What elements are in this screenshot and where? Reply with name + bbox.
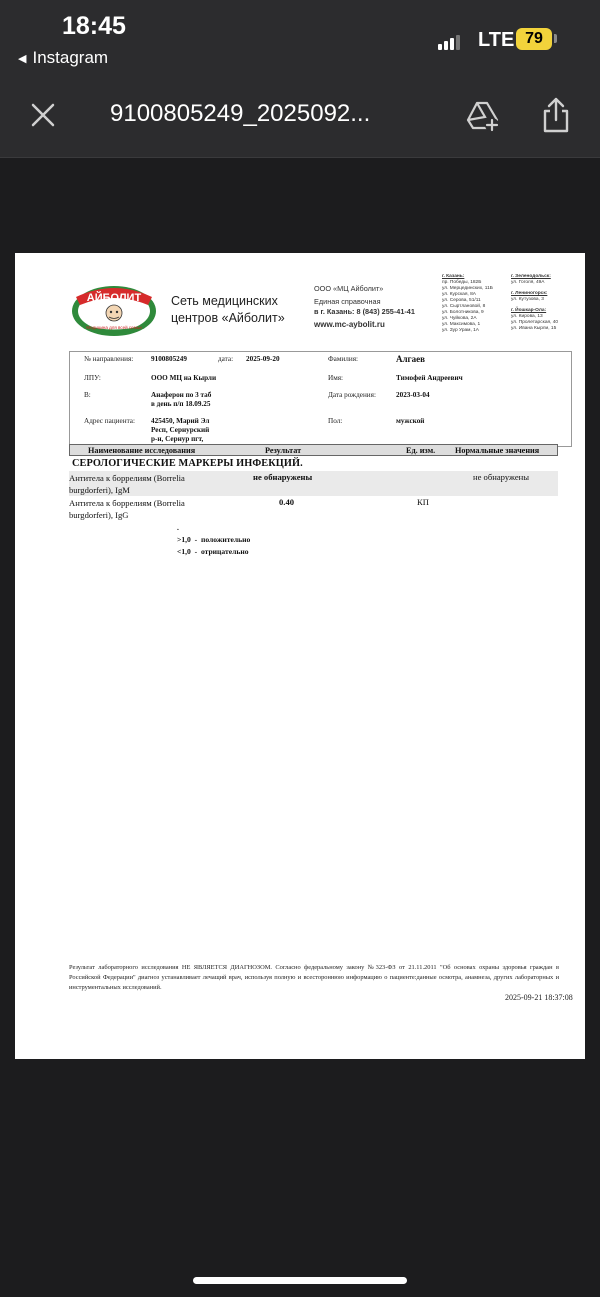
close-button[interactable] xyxy=(28,100,58,130)
test-name-line2: burgdorferi), IgM xyxy=(69,485,130,495)
file-title: 9100805249_2025092... xyxy=(110,100,371,127)
sex-label: Пол: xyxy=(328,417,343,425)
close-icon xyxy=(28,100,58,130)
patient-info-box xyxy=(69,351,572,447)
table-row xyxy=(69,496,558,521)
name-label: Имя: xyxy=(328,374,344,382)
share-button[interactable] xyxy=(540,96,572,134)
battery-icon xyxy=(516,28,552,50)
section-title: СЕРОЛОГИЧЕСКИЕ МАРКЕРЫ ИНФЕКЦИЙ. xyxy=(72,458,303,469)
surname-label: Фамилия: xyxy=(328,355,358,363)
viewer-toolbar xyxy=(0,80,600,158)
v-value-line2: в день п/п 18.09.25 xyxy=(151,400,211,408)
address-line: ул. Зур Урам, 1А xyxy=(442,328,479,333)
note-negative: <1,0 - отрицательно xyxy=(177,547,249,556)
helpline-phone: в г. Казань: 8 (843) 255-41-41 xyxy=(314,307,415,316)
company-name: ООО «МЦ Айболит» xyxy=(314,284,384,293)
address-block-other xyxy=(511,274,558,332)
address-city: г. Лениногорск: xyxy=(511,291,548,296)
lpu-label: ЛПУ: xyxy=(84,374,101,382)
home-indicator[interactable] xyxy=(193,1277,407,1284)
address-line: ул. Кирова, 13 xyxy=(511,314,543,319)
back-to-app-link[interactable] xyxy=(18,48,108,68)
address-city: г. Казань: xyxy=(442,274,465,279)
address-line: ул. Сыртлановой, 8 xyxy=(442,304,486,309)
network-name-line1: Сеть медицинских xyxy=(171,294,278,308)
note-dot: . xyxy=(177,523,179,532)
disclaimer: Результат лабораторного исследования НЕ ЯВЛЯЕТСЯ ДИАГНОЗОМ. Согласно федеральному закону №323-ФЗ от 21.11.2011 "Об основах охраны здоровья граждан в Российской Федерации" диагноз устанавливает лечащий врач, используя полную и всестороннюю информацию о пациенте:данные осмотра, анамнеза, других лабораторных и инструментальных исследований. xyxy=(69,964,559,991)
address-line: ул. Серова, 51/11 xyxy=(442,298,481,303)
test-name xyxy=(69,472,219,496)
v-label: В: xyxy=(84,391,91,399)
date-label: дата: xyxy=(218,355,234,363)
patient-dob: 2023-03-04 xyxy=(396,391,430,399)
address-label: Адрес пациента: xyxy=(84,417,135,425)
header-norm: Нормальные значения xyxy=(455,446,540,455)
address-line: ул. Пролетарская, 40 xyxy=(511,320,559,325)
back-app-label: Instagram xyxy=(32,48,109,67)
add-to-drive-button[interactable] xyxy=(465,98,501,134)
test-name-line1: Антитела к боррелиям (Borrelia xyxy=(69,498,185,508)
address-line: ул. Мерцединских, 11Б xyxy=(442,286,493,291)
address-line: ул. Кутузова, 3 xyxy=(511,297,544,302)
logo-text: АЙБОЛИТ xyxy=(86,292,142,304)
patient-surname: Алгаев xyxy=(396,354,425,364)
referral-number: 9100805249 xyxy=(151,355,187,363)
header-unit: Ед. изм. xyxy=(406,446,436,455)
document-page xyxy=(15,253,585,1059)
referral-date: 2025-09-20 xyxy=(246,355,280,363)
address-line: ул. Чуйкова, 2А xyxy=(442,316,477,321)
status-time: 18:45 xyxy=(62,12,126,40)
table-row xyxy=(69,471,558,496)
logo-tagline: Медицина для всей семьи xyxy=(86,325,142,330)
v-value xyxy=(151,391,211,409)
back-triangle-icon: ◀ xyxy=(18,52,27,65)
battery-level: 79 xyxy=(525,30,543,47)
print-datetime: 2025-09-21 18:37:08 xyxy=(505,993,573,1002)
patient-address xyxy=(151,417,209,444)
header-result: Результат xyxy=(265,446,302,455)
address-line: ул. Курская, 8А xyxy=(442,292,476,297)
network-type: LTE xyxy=(478,29,515,51)
address-line: ул. Болотникова, 9 xyxy=(442,310,484,315)
patient-sex: мужской xyxy=(396,417,425,425)
lpu-value: ООО МЦ на Кырли xyxy=(151,374,217,382)
company-info xyxy=(314,284,415,330)
patient-name: Тимофей Андреевич xyxy=(396,374,463,382)
address-block-kazan xyxy=(442,274,493,334)
status-bar xyxy=(0,0,600,80)
network-name xyxy=(171,293,285,327)
note-positive: >1,0 - положительно xyxy=(177,535,251,544)
dob-label: Дата рождения: xyxy=(328,391,376,399)
address-line3: р-н, Сернур пгт, xyxy=(151,435,204,443)
share-icon xyxy=(540,96,572,134)
address-city: г. Зеленодольск: xyxy=(511,274,551,279)
v-value-line1: Анаферон по 3 таб xyxy=(151,391,212,399)
address-line2: Респ, Сернурский xyxy=(151,426,210,434)
helpline-label: Единая справочная xyxy=(314,297,381,306)
battery-tip xyxy=(554,34,557,43)
test-name-line1: Антитела к боррелиям (Borrelia xyxy=(69,473,185,483)
google-drive-add-icon xyxy=(465,98,501,134)
address-line: ул. Максимова, 1 xyxy=(442,322,481,327)
test-unit: КП xyxy=(417,497,429,507)
network-name-line2: центров «Айболит» xyxy=(171,311,285,325)
address-line: ул. Гоголя, 49А xyxy=(511,280,545,285)
clinic-logo xyxy=(70,283,158,337)
header-test: Наименование исследования xyxy=(88,446,196,455)
signal-strength-icon xyxy=(438,32,460,50)
website: www.mc-aybolit.ru xyxy=(314,320,385,329)
test-name-line2: burgdorferi), IgG xyxy=(69,510,129,520)
results-table-header xyxy=(69,444,558,456)
address-line: ул. Ивана Кырли, 15 xyxy=(511,326,557,331)
test-result: 0.40 xyxy=(279,497,295,507)
test-norm: не обнаружены xyxy=(473,472,530,482)
address-line1: 425450, Марий Эл xyxy=(151,417,210,425)
test-result: не обнаружены xyxy=(253,472,313,482)
referral-label: № направления: xyxy=(84,355,134,363)
address-city: г. Йошкар-Ола: xyxy=(511,308,547,313)
test-name xyxy=(69,497,219,521)
address-line: пр. Победы, 182Б xyxy=(442,280,482,285)
